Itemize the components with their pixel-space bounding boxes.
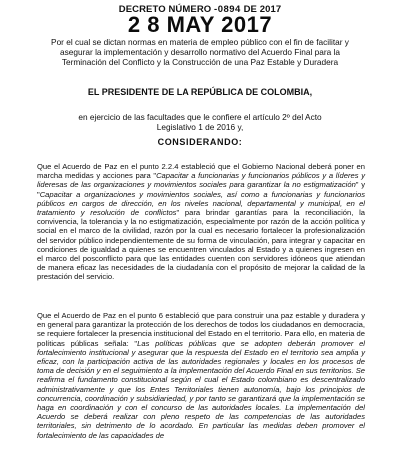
decree-year: DE 2017 <box>243 4 282 15</box>
powers-statement: en ejercicio de las facultades que le confiere el artículo 2º del Acto Legislativo 1 de 2016 y, <box>78 112 322 132</box>
paragraph-quote: Las políticas públicas que se adopten deberán promover el fortalecimiento institucional y asegurar que la respuesta del Estado en el territorio sea amplia y eficaz, con la participación activa de las autoridades regionales y locales en los procesos de toma de decisión y en el seguimiento a la implementación del Acuerdo Final en sus territorios. Se reafirma el fundamento constitucional según el cual el Estado colombiano es descentralizado administrativamente y que los Entes Territoriales tienen autonomía, bajo los principios de concurrencia, coordinación y subsidiariedad, y por tanto se garantizará que la implementación se haga en coordinación y con el concurso de las autoridades locales. La implementación del Acuerdo se deberá realizar con pleno respeto de las competencias de las autoridades territoriales, sin detrimento de lo acordado. En particular las medidas deben promover el fortalecimiento de las capacidades de <box>37 338 365 440</box>
decree-prefix: DECRETO NÚMERO <box>118 4 212 15</box>
decree-number: -0894 <box>214 4 241 15</box>
paragraph-quote: Capacitar a organizaciones y movimientos sociales, así como a funcionarias y funcionarios públicos en cargos de dirección, en los niveles nacional, departamental y municipal, en el tratamiento y resolución de conflictos <box>37 189 365 218</box>
considerando-paragraph-2 <box>37 311 365 440</box>
considerando-paragraph-1 <box>37 162 365 282</box>
considerando-heading: CONSIDERANDO: <box>157 137 243 147</box>
paragraph-text: " para brindar garantías para la reconciliación, la convivencia, la tolerancia y la no estigmatización, especialmente por razón de la acción política y social en el marco de la civilidad, razón por la cual es necesario fortalecer la profesionalización del servidor público independientemente de su forma de vinculación, para integrar y capacitar en condiciones de igualdad a quienes se encuentren vinculados al Estado y a quienes ingresen en el marco del posconflicto para que las entidades cuenten con servidores idóneos que atiendan de manera eficaz las necesidades de la ciudadanía con el propósito de mejorar la calidad de la prestación del servicio. <box>37 208 365 282</box>
paragraph-quote: Capacitar a funcionarias y funcionarios públicos y a líderes y lideresas de las organizaciones y movimientos sociales para garantizar la no estigmatización <box>37 171 365 190</box>
paragraph-text: Que el Acuerdo de Paz en el punto 2.2.4 estableció que el Gobierno Nacional deberá poner en marcha medidas y acciones para " <box>37 162 365 181</box>
date-stamp: 2 8 MAY 2017 <box>127 12 273 37</box>
paragraph-text: " y " <box>37 180 365 199</box>
president-heading: EL PRESIDENTE DE LA REPÚBLICA DE COLOMBIA, <box>87 87 313 97</box>
paragraph-text: Que el Acuerdo de Paz en el punto 6 estableció que para construir una paz estable y duradera y en general para garantizar la protección de los derechos de todos los ciudadanos en democracia, se requiere fortalecer la presencia institucional del Estado en el territorio. Para ello, en materia de políticas públicas señala: " <box>37 311 366 348</box>
decree-subject: Por el cual se dictan normas en materia de empleo público con el fin de facilitar y asegurar la implementación y desarrollo normativo del Acuerdo Final para la Terminación del Conflicto y la Construcción de una Paz Estable y Duradera <box>51 37 349 67</box>
